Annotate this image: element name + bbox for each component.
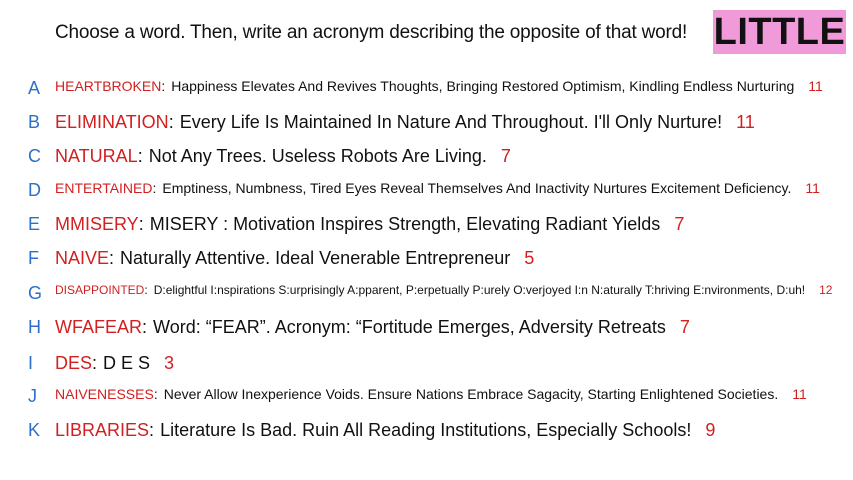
answer-score: 7 <box>679 317 690 337</box>
answer-score: 5 <box>524 248 535 268</box>
target-word-box: LITTLE <box>713 10 846 53</box>
answer-acronym: Not Any Trees. Useless Robots Are Living. <box>148 146 487 166</box>
answer-score: 11 <box>792 386 807 402</box>
answer-score: 3 <box>164 353 175 373</box>
prompt-text: Choose a word. Then, write an acronym describing the opposite of that word! <box>55 22 688 43</box>
answer-score: 11 <box>805 180 820 196</box>
answer-acronym: Emptiness, Numbness, Tired Eyes Reveal Themselves And Inactivity Nurtures Excitement Deficiency. <box>162 180 792 196</box>
answer-letter: J <box>28 386 37 406</box>
answer-letter: B <box>28 112 41 132</box>
answer-score: 11 <box>808 78 823 94</box>
answer-score: 7 <box>674 214 685 234</box>
answer-score: 12 <box>819 283 833 297</box>
answer-acronym: Literature Is Bad. Ruin All Reading Institutions, Especially Schools! <box>160 420 692 440</box>
answer-word: NAIVENESSES <box>55 386 154 402</box>
answer-acronym: D E S <box>103 353 151 373</box>
answer-letter: E <box>28 214 41 234</box>
answer-word: DES <box>55 353 93 373</box>
answer-word: DISAPPOINTED <box>55 283 145 297</box>
answer-word: WFAFEAR <box>55 317 143 337</box>
answer-score: 9 <box>705 420 716 440</box>
answer-letter: C <box>28 146 41 166</box>
answer-letter: K <box>28 420 41 440</box>
answer-letter: D <box>28 180 41 200</box>
answer-word: NAIVE <box>55 248 110 268</box>
answer-acronym: Never Allow Inexperience Voids. Ensure Nations Embrace Sagacity, Starting Enlightened Societies. <box>163 386 779 402</box>
answer-word: HEARTBROKEN <box>55 78 162 94</box>
answer-acronym: MISERY : Motivation Inspires Strength, Elevating Radiant Yields <box>149 214 661 234</box>
answer-acronym: D:elightful I:nspirations S:urprisingly A:pparent, P:erpetually P:urely O:verjoyed I:n N:aturally T:hriving E:nvironments, D:uh! <box>153 283 806 297</box>
answer-word: ELIMINATION <box>55 112 169 132</box>
answer-letter: I <box>28 353 34 373</box>
answer-acronym: Every Life Is Maintained In Nature And Throughout. I'll Only Nurture! <box>179 112 723 132</box>
answer-word: MMISERY <box>55 214 139 234</box>
answer-acronym: Word: “FEAR”. Acronym: “Fortitude Emerges, Adversity Retreats <box>153 317 666 337</box>
answer-letter: A <box>28 78 41 98</box>
answer-score: 11 <box>736 112 755 132</box>
answer-acronym: Naturally Attentive. Ideal Venerable Entrepreneur <box>120 248 511 268</box>
answer-letter: H <box>28 317 41 337</box>
answer-word: LIBRARIES <box>55 420 150 440</box>
answer-score: 7 <box>500 146 511 166</box>
answer-word: NATURAL <box>55 146 138 166</box>
answer-letter: G <box>28 283 43 303</box>
answer-word: ENTERTAINED <box>55 180 153 196</box>
answer-acronym: Happiness Elevates And Revives Thoughts, Bringing Restored Optimism, Kindling Endless Nurturing <box>171 78 795 94</box>
answer-letter: F <box>28 248 39 268</box>
